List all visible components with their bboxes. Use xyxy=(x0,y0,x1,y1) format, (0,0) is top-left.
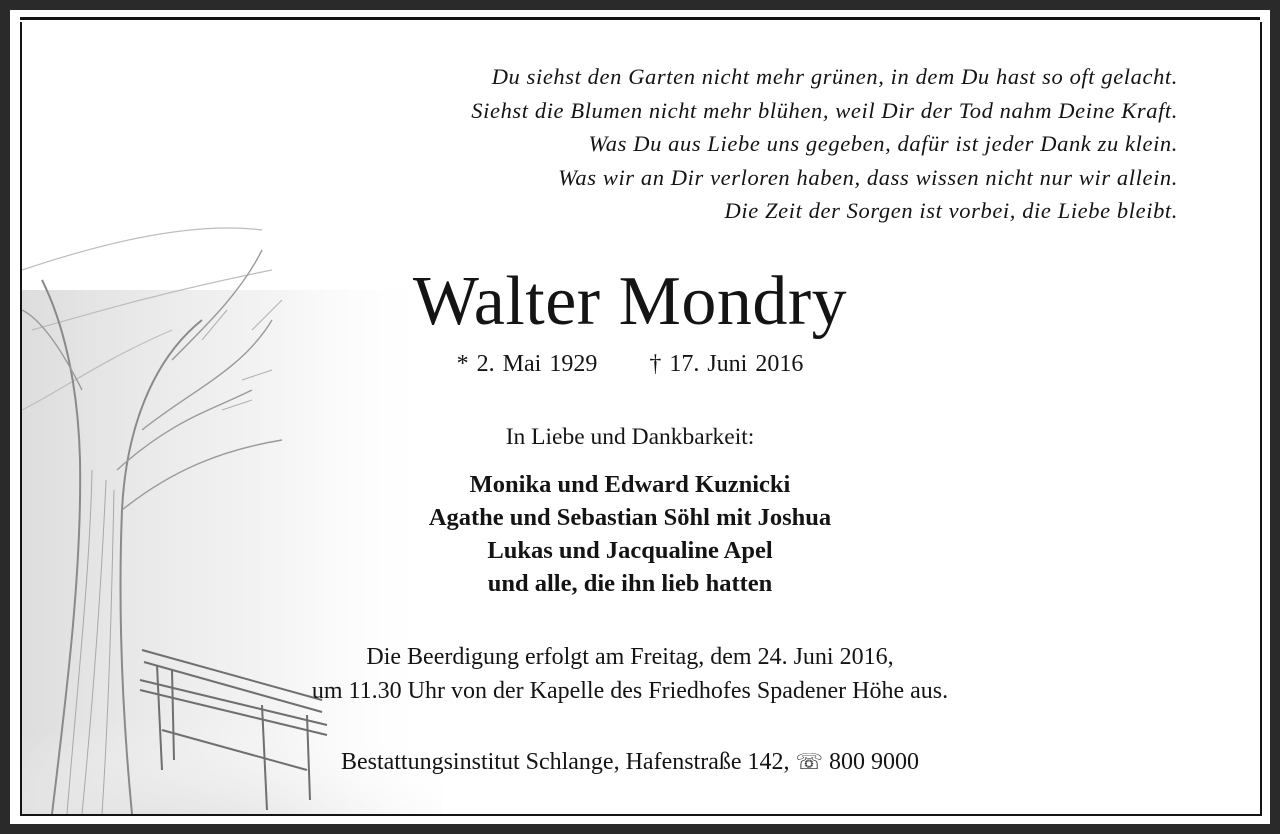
undertaker-phone: 800 9000 xyxy=(829,749,920,775)
poem-line: Was Du aus Liebe uns gegeben, dafür ist jeder Dank zu klein. xyxy=(588,131,1178,156)
mourner-line: Monika und Edward Kuznicki xyxy=(469,471,791,498)
mourners-list xyxy=(10,468,1260,600)
mourner-line: Lukas und Jacqualine Apel xyxy=(487,537,773,564)
thanks-line: In Liebe und Dankbarkeit: xyxy=(505,424,755,450)
obituary-notice xyxy=(10,10,1270,824)
phone-icon: ☏ xyxy=(795,749,824,774)
funeral-place-line: um 11.30 Uhr von der Kapelle des Friedhofes Spadener Höhe aus. xyxy=(311,678,949,704)
funeral-date-line: Die Beerdigung erfolgt am Freitag, dem 24. Juni 2016, xyxy=(366,644,894,670)
poem-line: Die Zeit der Sorgen ist vorbei, die Liebe bleibt. xyxy=(724,198,1178,223)
mourner-line: und alle, die ihn lieb hatten xyxy=(487,570,773,597)
death-date: † 17. Juni 2016 xyxy=(649,351,804,377)
right-border xyxy=(1260,22,1262,816)
poem-line: Was wir an Dir verloren haben, dass wissen nicht nur wir allein. xyxy=(558,164,1178,190)
undertaker-address: Bestattungsinstitut Schlange, Hafenstraße 142, xyxy=(340,749,790,775)
birth-date: * 2. Mai 1929 xyxy=(456,351,598,377)
funeral-info xyxy=(10,640,1260,708)
undertaker-info xyxy=(10,745,1260,779)
mourner-line: Agathe und Sebastian Söhl mit Joshua xyxy=(428,504,832,531)
poem-line: Du siehst den Garten nicht mehr grünen, in dem Du hast so oft gelacht. xyxy=(491,64,1178,89)
bottom-border xyxy=(20,814,1262,816)
life-dates xyxy=(10,349,1260,379)
poem-line: Siehst die Blumen nicht mehr blühen, weil Dir der Tod nahm Deine Kraft. xyxy=(471,97,1178,123)
memorial-poem xyxy=(278,60,1178,228)
top-rule xyxy=(20,17,1260,20)
deceased-name: Walter Mondry xyxy=(412,263,848,340)
